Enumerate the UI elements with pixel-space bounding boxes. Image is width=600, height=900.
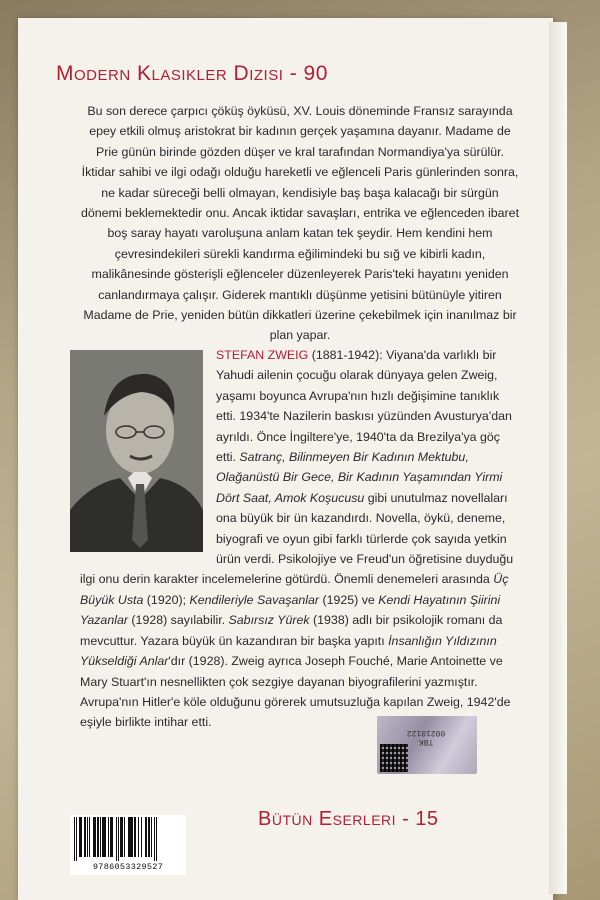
barcode-bar <box>89 817 90 857</box>
barcode-bar <box>124 817 125 857</box>
barcode-bar <box>93 817 95 857</box>
barcode-bar <box>156 817 157 861</box>
barcode-bar <box>128 817 130 857</box>
barcode-bar <box>81 817 82 857</box>
barcode-bar <box>95 817 96 857</box>
barcode-bar <box>87 817 88 857</box>
barcode-bar <box>118 817 119 861</box>
bio-text: Viyana'da varlıklı bir Yahudi ailenin çocuğu olarak dünyaya gelen Zweig, yaşamı boyunca Avrupa'nın hızlı değişimine tanıklık etti. 1934'te Nazilerin baskısı yüzünden Avusturya'dan ayrıldı. Önce İngiltere'ye, 1940'ta da Brezilya'ya göç etti. <box>216 348 512 465</box>
barcode-bar <box>108 817 109 857</box>
work-title: Sabırsız Yürek <box>228 613 310 628</box>
barcode-bar <box>138 817 139 857</box>
barcode-bar <box>154 817 155 861</box>
hologram-qr-icon <box>380 744 408 772</box>
barcode-bar <box>148 817 150 857</box>
barcode-bar <box>79 817 81 857</box>
bio-text: 'dır (1928). Zweig ayrıca Joseph Fouché, Marie Antoinette ve Mary Stuart'ın nesnellikten çok sezgiye dayanan biyografilerini yazmıştır. Avrupa'nın Hitler'e köle olduğunu görerek umutsuzluğa kapılan Zweig, 1942'de eşiyle birlikte intihar etti. <box>80 654 511 730</box>
author-name: STEFAN ZWEIG <box>216 348 309 362</box>
bio-text: gibi unutulmaz novellaları ona büyük bir ün kazandırdı. Novella, öykü, deneme, biyografi ve oyun gibi farklı türlerde çok sayıda yetkin ürün verdi. Psikolojiye ve Freud'un öğretisine duyduğu ilgi onu derin karakter incelemelerine götürdü. Önemli denemeleri arasında <box>80 490 514 587</box>
bio-text: (1925) ve <box>319 592 379 607</box>
work-title: İnsanlığın Yıldızının Yükseldiği Anlar <box>80 633 497 669</box>
barcode-bar <box>84 817 86 857</box>
barcode-bar <box>102 817 104 857</box>
series-title: Modern Klasikler Dizisi - 90 <box>56 62 328 85</box>
barcode-bar <box>132 817 133 857</box>
author-biography <box>80 345 520 733</box>
bio-text: (1938) adlı bir psikolojik romanı da mevcuttur. Yazara büyük ün kazandıran bir başka yapıtı <box>80 613 503 648</box>
cover-edge <box>549 22 567 894</box>
barcode-bar <box>120 817 122 857</box>
barcode-bar <box>104 817 106 857</box>
barcode-bar <box>112 817 113 857</box>
work-title: Kendileriyle Savaşanlar <box>189 592 320 607</box>
barcode-bar <box>151 817 152 857</box>
barcode-bars <box>70 815 186 863</box>
collection-title: Bütün Eserleri - 15 <box>258 808 439 830</box>
intro-paragraph: Bu son derece çarpıcı çöküş öyküsü, XV. Louis döneminde Fransız sarayında epey etkili olmuş aristokrat bir kadının gerçek yaşamına dayanır. Madame de Prie günün birinde gözden düşer ve kral tarafından Normandiya'ya sürülür. İktidar sahibi ve ilgi odağı olduğu hareketli ve eğlenceli Paris günlerinden sonra, ne kadar süreceği belli olmayan, kendisiyle baş başa kalacağı bir sürgün dönemi beklemektedir onu. Ancak iktidar savaşları, entrika ve eğlenceden ibaret boş saray hayatı varoluşuna anlam katan tek şeydir. Hem kendini hem çevresindekileri sürekli kandırma eğilimindeki bu sığ ve kibirli kadın, malikânesinde gösterişli eğlenceler düzenleyerek Paris'teki hayatını yeniden canlandırmaya çalışır. Giderek mantıklı düşünme yetisini bütünüyle yitiren Madame de Prie, yeniden bütün dikkatleri üzerine çekebilmek için inanılmaz bir plan yapar. <box>80 104 520 343</box>
barcode-bar <box>141 817 142 857</box>
bio-text: (1928) sayılabilir. <box>127 613 229 628</box>
barcode-bar <box>110 817 112 857</box>
work-titles: Satranç, Bilinmeyen Bir Kadının Mektubu, Olağanüstü Bir Gece, Bir Kadının Yaşamından Yirmi Dört Saat, Amok Koşucusu <box>216 450 503 505</box>
work-title: Kendi Hayatının Şiirini Yazanlar <box>80 592 501 628</box>
barcode-bar <box>97 817 99 857</box>
barcode-bar <box>122 817 123 857</box>
author-years: (1881-1942): <box>308 348 387 362</box>
barcode-bar <box>134 817 136 857</box>
barcode-bar <box>74 817 75 861</box>
bio-text: (1920); <box>143 592 190 607</box>
hologram-code: TBK 00210122 <box>406 728 446 746</box>
barcode-bar <box>100 817 101 857</box>
barcode-bar <box>130 817 132 857</box>
barcode-bar <box>76 817 77 861</box>
work-title: Üç Büyük Usta <box>80 572 509 607</box>
barcode-bar <box>116 817 117 861</box>
barcode-number: 9786053329527 <box>92 862 164 872</box>
barcode-bar <box>145 817 147 857</box>
